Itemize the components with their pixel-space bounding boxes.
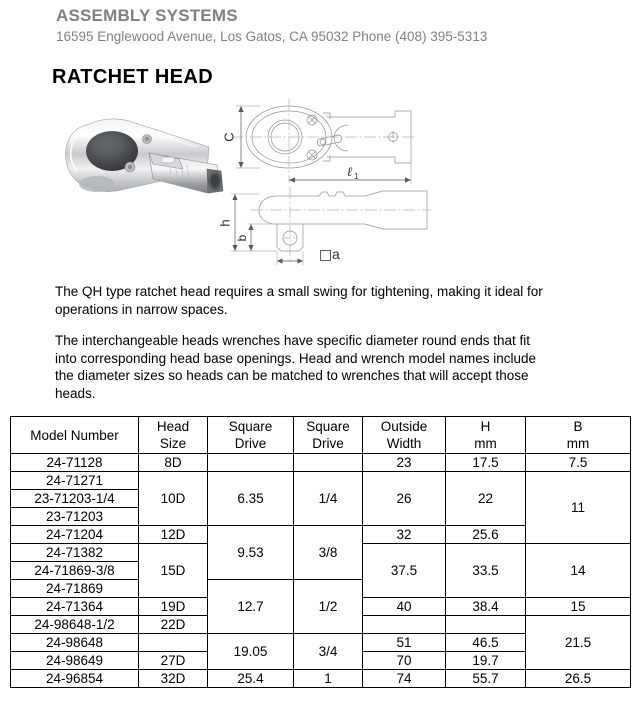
header-line-2: Size: [159, 436, 187, 451]
cell-b-mm: 14: [526, 544, 631, 598]
column-header-outside-width: [363, 417, 446, 454]
cell-h-mm: 25.6: [446, 526, 526, 544]
cell-model-number: 23-71203: [11, 508, 139, 526]
cell-h-mm: 55.7: [446, 670, 526, 688]
table-header: [11, 417, 631, 454]
cell-square-drive-mm: 25.4: [208, 670, 294, 688]
technical-drawing: [215, 95, 445, 267]
cell-model-number: 24-71271: [11, 472, 139, 490]
cell-head-size: 10D: [139, 472, 208, 526]
paragraph-2: The interchangeable heads wrenches have specific diameter round ends that fit into corresponding head base openings. Head and wrench model names include the diameter sizes so heads can be matched to wrenches that will accept those heads.: [55, 333, 537, 401]
cell-square-drive-mm: 19.05: [208, 634, 294, 670]
cell-model-number: 24-71382: [11, 544, 139, 562]
spec-table-wrapper: [10, 416, 630, 688]
cell-square-drive-inch: 3/8: [294, 526, 363, 580]
letterhead: [0, 0, 640, 46]
cell-outside-width: [363, 616, 446, 634]
cell-head-size: 32D: [139, 670, 208, 688]
table-row: [11, 472, 631, 490]
table-row: [11, 454, 631, 472]
body-copy: [55, 283, 555, 402]
cell-head-size: [139, 634, 208, 652]
header-line-1: Square: [306, 419, 350, 434]
cell-model-number: 24-98649: [11, 652, 139, 670]
cell-model-number: 24-98648-1/2: [11, 616, 139, 634]
cell-model-number: 24-96854: [11, 670, 139, 688]
header-line-1: Square: [228, 419, 273, 434]
figure-block: [0, 95, 640, 277]
cell-square-drive-mm: 12.7: [208, 580, 294, 634]
cell-h-mm: 33.5: [446, 544, 526, 598]
dim-label-l1: ℓ: [347, 164, 353, 179]
dim-label-square-symbol: □: [319, 247, 333, 263]
cell-square-drive-inch: [294, 454, 363, 472]
cell-outside-width: 23: [363, 454, 446, 472]
cell-h-mm: 19.7: [446, 652, 526, 670]
cell-outside-width: 74: [363, 670, 446, 688]
cell-square-drive-inch: 1/2: [294, 580, 363, 634]
cell-outside-width: 26: [363, 472, 446, 526]
cell-head-size: 22D: [139, 616, 208, 634]
cell-b-mm: 15: [526, 598, 631, 616]
cell-square-drive-inch: 1/4: [294, 472, 363, 526]
table-body: [11, 454, 631, 688]
dim-label-c: C: [221, 132, 237, 142]
cell-square-drive-mm: 9.53: [208, 526, 294, 580]
cell-h-mm: 38.4: [446, 598, 526, 616]
cell-outside-width: 37.5: [363, 544, 446, 598]
dim-label-l1-subscript: 1: [354, 172, 359, 181]
header-line-2: mm: [566, 436, 590, 451]
header-line-1: H: [480, 419, 491, 434]
header-line-2: mm: [474, 436, 497, 451]
column-header-head-size: [139, 417, 208, 454]
cell-h-mm: 22: [446, 472, 526, 526]
company-name: ASSEMBLY SYSTEMS: [56, 6, 238, 25]
cell-square-drive-mm: [208, 454, 294, 472]
header-line-1: Model Number: [30, 427, 119, 443]
cell-model-number: 24-71869: [11, 580, 139, 598]
cell-square-drive-inch: 3/4: [294, 634, 363, 670]
dim-label-a: a: [332, 246, 340, 262]
company-address: 16595 Englewood Avenue, Los Gatos, CA 95032 Phone (408) 395-5313: [56, 29, 488, 44]
table-row: [11, 670, 631, 688]
cell-h-mm: 17.5: [446, 454, 526, 472]
cell-h-mm: 46.5: [446, 634, 526, 652]
page-title: RATCHET HEAD: [52, 66, 214, 88]
dim-label-h: h: [217, 219, 233, 227]
table-header-row: [11, 417, 631, 454]
cell-outside-width: 51: [363, 634, 446, 652]
cell-head-size: 19D: [139, 598, 208, 616]
cell-head-size: 8D: [139, 454, 208, 472]
column-header-h: [446, 417, 526, 454]
cell-head-size: 12D: [139, 526, 208, 544]
header-line-2: Drive: [312, 436, 344, 451]
column-header-b: [526, 417, 631, 454]
cell-b-mm: 26.5: [526, 670, 631, 688]
ratchet-head-photo: [57, 107, 227, 217]
cell-b-mm: 7.5: [526, 454, 631, 472]
cell-model-number: 24-98648: [11, 634, 139, 652]
header-line-1: B: [573, 419, 583, 434]
cell-outside-width: 70: [363, 652, 446, 670]
column-header-square-drive-mm: [208, 417, 294, 454]
cell-b-mm: 21.5: [526, 616, 631, 670]
column-header-square-drive-in: [294, 417, 363, 454]
cell-model-number: 23-71203-1/4: [11, 490, 139, 508]
cell-head-size: 27D: [139, 652, 208, 670]
cell-model-number: 24-71204: [11, 526, 139, 544]
cell-outside-width: 32: [363, 526, 446, 544]
cell-outside-width: 40: [363, 598, 446, 616]
paragraph-1: The QH type ratchet head requires a small swing for tightening, making it ideal for operations in narrow spaces.: [55, 284, 543, 317]
specification-table: [10, 416, 631, 688]
cell-square-drive-inch: 1: [294, 670, 363, 688]
header-line-2: Width: [386, 436, 422, 451]
header-line-1: Outside: [380, 419, 428, 434]
cell-h-mm: [446, 616, 526, 634]
header-line-1: Head: [156, 419, 190, 434]
cell-head-size: 15D: [139, 544, 208, 598]
column-header-model-number: [11, 417, 139, 454]
cell-model-number: 24-71869-3/8: [11, 562, 139, 580]
cell-b-mm: 11: [526, 472, 631, 544]
dim-label-b: b: [235, 234, 250, 242]
cell-square-drive-mm: 6.35: [208, 472, 294, 526]
cell-model-number: 24-71364: [11, 598, 139, 616]
cell-model-number: 24-71128: [11, 454, 139, 472]
header-line-2: Drive: [234, 436, 267, 451]
